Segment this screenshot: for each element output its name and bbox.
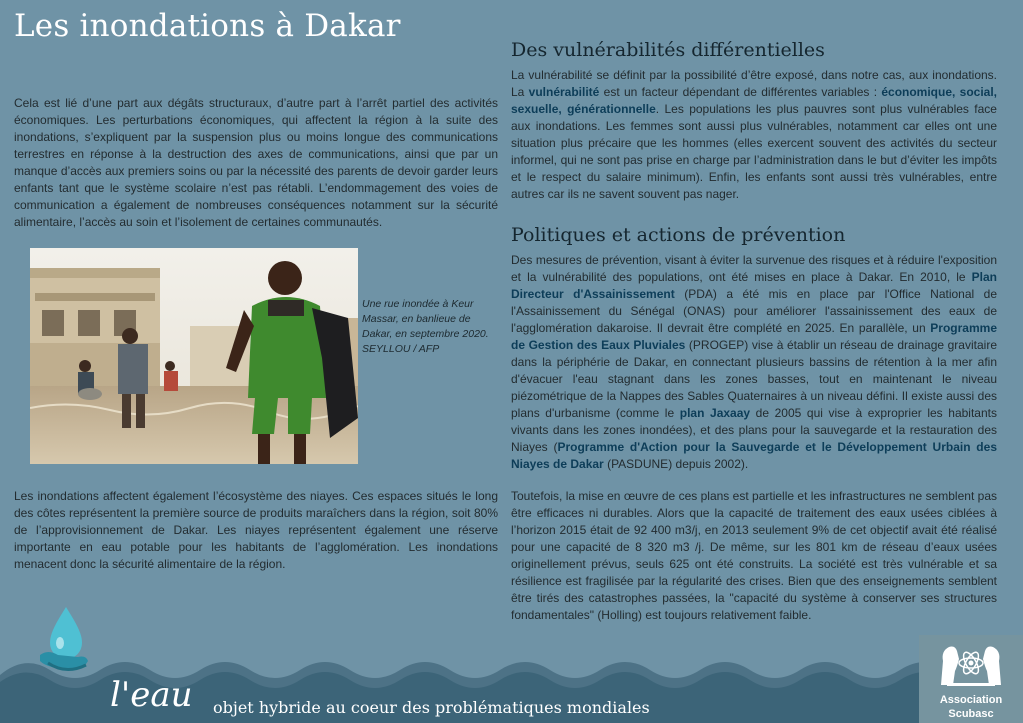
tagline: objet hybride au coeur des problématiques mondiales — [213, 698, 650, 717]
highlight-pasdune: Programme d'Action pour la Sauvegarde et le Développement Urbain des Niayes de Dakar — [511, 440, 997, 471]
highlight-progep: Programme de Gestion des Eaux Pluviales — [511, 321, 997, 352]
lions-atom-crest-icon — [937, 641, 1005, 689]
conclusion-paragraph: Toutefois, la mise en œuvre de ces plans est partielle et les infrastructures ne semblent pas être efficaces ni durables. Alors que la capacité de traitement des eaux usées ciblées à l’horizon 2015 était de 92 400 m3/j, en 2013 seulement 9% de cet objectif avait été réalisé pour une capacité de 8 320 m3 /j. De même, sur les 801 km de réseau d’eaux usées originellement prévus, seuls 625 ont été construits. La société est très vulnérable et sa résilience est fragilisée par la régularité des crises. Bien que des enseignements semblent être tirés des catastrophes passées, la "capacité du système à conserver ses structures fondamentales" (Holling) est toujours relativement faible. — [511, 489, 997, 622]
photo-caption: Une rue inondée à Keur Massar, en banlieue de Dakar, en septembre 2020. SEYLLOU / AFP — [362, 298, 489, 355]
flood-photo — [30, 248, 358, 464]
association-box — [919, 635, 1023, 723]
highlight-plan-jaxaay: plan Jaxaay — [679, 406, 751, 420]
association-name: Association Scubasc — [939, 694, 1003, 720]
politiques-paragraph: Des mesures de prévention, visant à éviter la survenue des risques et à réduire l'exposition et la vulnérabilité des populations, ont été mises en place à Dakar. En 2010, le Plan Directeur d'Assainissement (PDA) a été mis en place par l'Office National de l'Assainissement du Sénégal (ONAS) pour améliorer l'assainissement des eaux de l'agglomération dakaroise. Il devrait être complété en 2025. En parallèle, un Programme de Gestion des Eaux Pluviales (PROGEP) vise à établir un réseau de drainage gravitaire dans la périphérie de Dakar, en connectant plusieurs bassins de rétention à la mer afin d'évacuer l'eau stagnant dans les zones basses, tout en maintenant le niveau piézométrique de la Nappes des Sables Quaternaires à un niveau défini. Il existe aussi des plans d'urbanisme (comme le plan Jaxaay de 2005 qui vise à exproprier les habitants vivants dans les zones inondées), et des plans pour la sauvegarde et la restauration des Niayes (Programme d'Action pour la Sauvegarde et le Développement Urbain des Niayes de Dakar (PASDUNE) depuis 2002). — [511, 253, 997, 471]
niayes-paragraph: Les inondations affectent également l’écosystème des niayes. Ces espaces situés le long des côtes représentent la première source de produits maraîchers dans la région, soit 80% de l’approvisionnement de Dakar. Les niayes représentent également une réserve importante en eau potable pour les habitants de l’agglomération. Les inondations menacent donc la sécurité alimentaire de la région. — [14, 489, 498, 571]
water-drop-hand-icon — [38, 605, 94, 675]
brand-title: l'eau — [110, 675, 193, 715]
highlight-vulnerabilite: vulnérabilité — [528, 85, 600, 99]
vulnerabilites-heading: Des vulnérabilités différentielles — [511, 39, 825, 61]
vulnerabilites-paragraph: La vulnérabilité se définit par la possibilité d’être exposé, dans notre cas, aux inondations. La vulnérabilité est un facteur dépendant de différentes variables : économique, social, sexuelle, générationnelle. Les populations les plus pauvres sont plus vulnérables face aux inondations. Les femmes sont aussi plus vulnérables, notamment car elles ont une situation plus précaire que les hommes (elles exercent souvent des activités du secteur informel, qui ne sont pas prise en charge par l’administration dans le but d’éviter les impôts et le respect du salaire minimum). Enfin, les enfants sont aussi très vulnérables, entre autres car ils ne savent souvent pas nager. — [511, 68, 998, 201]
highlight-variables: économique, social, sexuelle, générationnelle — [511, 85, 998, 116]
page-title: Les inondations à Dakar — [14, 8, 401, 44]
highlight-pda: Plan Directeur d'Assainissement — [511, 270, 997, 301]
intro-paragraph: Cela est lié d’une part aux dégâts structuraux, d’autre part à l’arrêt partiel des activités économiques. Les perturbations économiques, qui affectent la région à la suite des inondations, s’expliquent par la suspension plus ou moins longue des communications terrestres en réponse à la destruction des axes de communications, ainsi que par un manque d’accès aux premiers soins ou par la nécessité des parents de devoir garder leurs enfants tant que le système scolaire n’est pas rétabli. L’endommagement des voies de communication a également de nombreuses conséquences notamment sur la sécurité alimentaire, l’accès au soin et l’isolement de certaines communautés. — [14, 96, 498, 229]
politiques-heading: Politiques et actions de prévention — [511, 224, 846, 246]
